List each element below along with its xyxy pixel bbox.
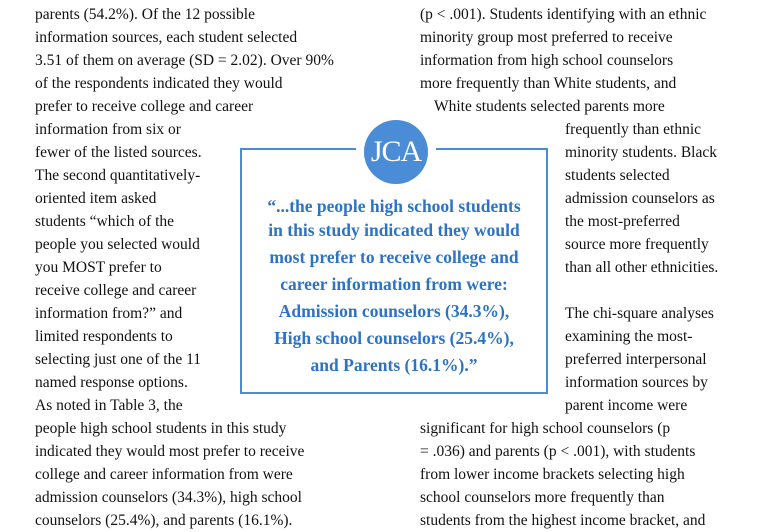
right-line: the most-preferred [565, 213, 680, 230]
left-line: parents (54.2%). Of the 12 possible [35, 6, 255, 23]
right-line: students from the highest income bracket, and [420, 512, 706, 529]
left-line: you MOST prefer to [35, 259, 162, 276]
left-line: named response options. [35, 374, 188, 391]
right-line: admission counselors as [565, 190, 715, 207]
pull-quote-line: in this study indicated they would [268, 220, 520, 240]
pull-quote-line: and Parents (16.1%).” [310, 355, 478, 375]
left-line: of the respondents indicated they would [35, 75, 283, 92]
right-line: source more frequently [565, 236, 709, 253]
left-line: college and career information from were [35, 466, 293, 483]
left-line: limited respondents to [35, 328, 173, 345]
pull-quote-line: High school counselors (25.4%), [274, 328, 514, 348]
right-line: The chi-square analyses [565, 305, 714, 322]
right-line: preferred interpersonal [565, 351, 707, 368]
pull-quote-line: career information from were: [280, 274, 508, 294]
right-line: information from high school counselors [420, 52, 674, 69]
left-line: people you selected would [35, 236, 200, 253]
left-line: oriented item asked [35, 190, 157, 207]
right-line: minority group most preferred to receive [420, 29, 673, 46]
left-line: prefer to receive college and career [35, 98, 254, 115]
pull-quote-line: “...the people high school students [267, 196, 521, 216]
left-line: information from?” and [35, 305, 183, 322]
right-line: from lower income brackets selecting high [420, 466, 685, 483]
left-line: information sources, each student selected [35, 29, 298, 46]
right-line: information sources by [565, 374, 708, 391]
left-line: fewer of the listed sources. [35, 144, 202, 161]
right-line: frequently than ethnic [565, 121, 702, 138]
right-line: school counselors more frequently than [420, 489, 665, 506]
right-line: (p < .001). Students identifying with an ethnic [420, 6, 707, 23]
left-line: indicated they would most prefer to receive [35, 443, 305, 460]
right-line: significant for high school counselors (p [420, 420, 671, 437]
jca-logo: JCA [364, 120, 428, 184]
left-line: information from six or [35, 121, 181, 138]
left-line: 3.51 of them on average (SD = 2.02). Over 90% [35, 52, 334, 69]
left-line: As noted in Table 3, the [35, 397, 183, 414]
right-line: White students selected parents more [434, 98, 665, 115]
right-line: minority students. Black [565, 144, 717, 161]
pull-quote-line: most prefer to receive college and [269, 247, 519, 267]
right-line: more frequently than White students, and [420, 75, 677, 92]
left-line: students “which of the [35, 213, 175, 230]
left-line: admission counselors (34.3%), high school [35, 489, 302, 506]
left-line: The second quantitatively- [35, 167, 201, 184]
left-line: receive college and career [35, 282, 197, 299]
right-line: examining the most- [565, 328, 693, 345]
pull-quote-line: Admission counselors (34.3%), [278, 301, 510, 321]
left-line: people high school students in this study [35, 420, 287, 437]
right-line: parent income were [565, 397, 688, 414]
right-line: = .036) and parents (p < .001), with students [420, 443, 696, 460]
right-line: than all other ethnicities. [565, 259, 719, 276]
left-line: selecting just one of the 11 [35, 351, 202, 368]
left-line: counselors (25.4%), and parents (16.1%). [35, 512, 293, 529]
right-line: students selected [565, 167, 670, 184]
